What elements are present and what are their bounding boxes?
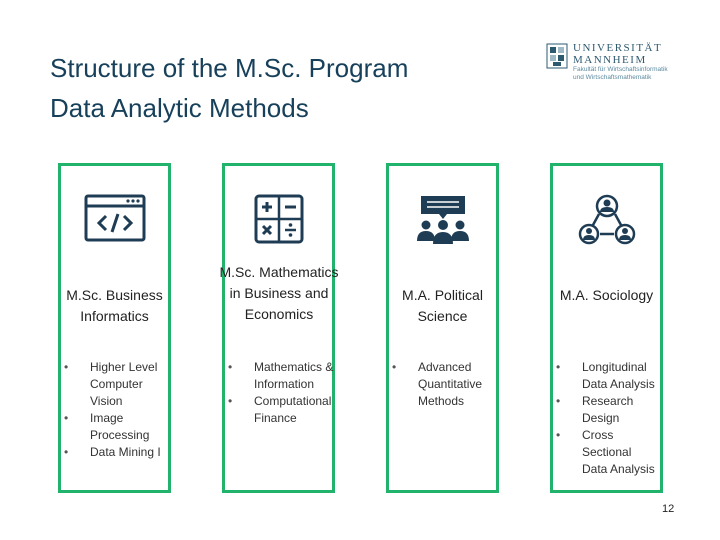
course-item: • Computational Finance	[228, 393, 334, 427]
course-item: • Research Design	[556, 393, 660, 427]
program-title: M.Sc. Mathematics in Business and Economics	[219, 264, 339, 322]
program-title: M.A. Sociology	[559, 287, 654, 303]
calculator-icon	[254, 194, 304, 244]
page-number: 12	[662, 503, 675, 515]
audience-presentation-icon	[413, 194, 473, 246]
slide-title	[50, 48, 408, 128]
program-card-sociology	[550, 163, 663, 493]
course-list	[392, 359, 496, 410]
course-list	[556, 359, 660, 478]
course-item: • Higher Level Computer Vision	[64, 359, 164, 410]
course-item: • Data Mining I	[64, 444, 164, 461]
program-title: M.Sc. Business Informatics	[66, 287, 163, 324]
program-card-mathematics	[219, 163, 339, 493]
course-item: • Cross Sectional Data Analysis	[556, 427, 660, 478]
title-line-2: Data Analytic Methods	[50, 93, 309, 123]
code-window-icon	[84, 194, 146, 242]
course-item: • Mathematics & Information	[228, 359, 334, 393]
logo-subtitle: Fakultät für Wirtschaftsinformatik und Wirtschaftsmathematik	[573, 66, 668, 81]
title-line-1: Structure of the M.Sc. Program	[50, 53, 409, 83]
course-item: • Advanced Quantitative Methods	[392, 359, 496, 410]
course-list	[64, 359, 164, 461]
program-card-business-informatics	[58, 163, 171, 493]
program-card-political-science	[386, 163, 499, 493]
course-item: • Longitudinal Data Analysis	[556, 359, 660, 393]
logo-wordmark: UNIVERSITÄT MANNHEIM	[573, 42, 663, 66]
university-logo	[545, 42, 680, 92]
network-people-icon	[578, 194, 636, 246]
program-title: M.A. Political Science	[402, 287, 483, 324]
university-seal-icon	[545, 42, 569, 70]
course-item: • Image Processing	[64, 410, 164, 444]
course-list	[228, 359, 334, 427]
